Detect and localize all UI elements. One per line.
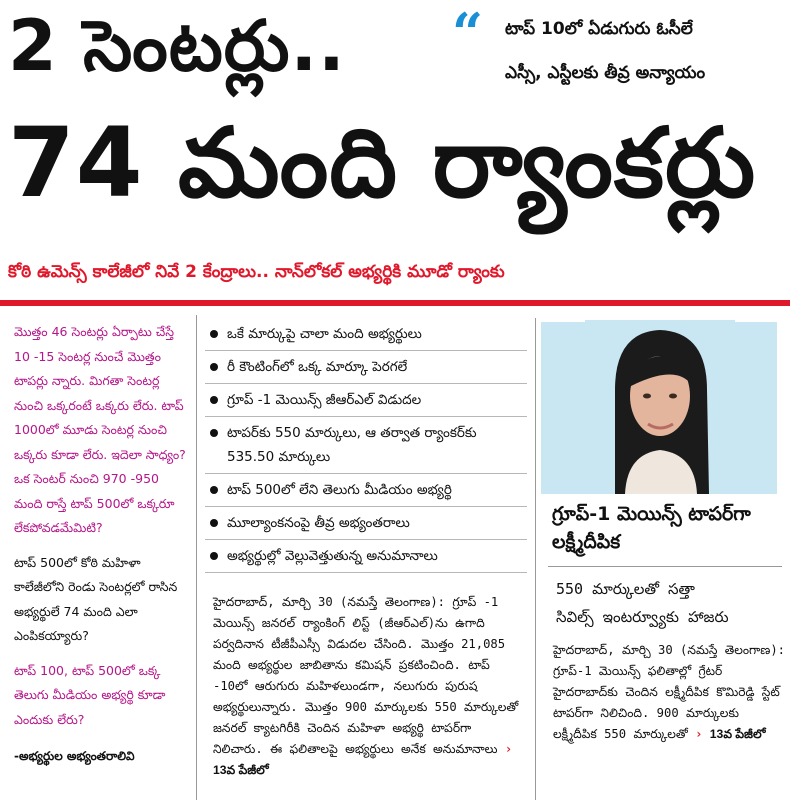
continued-page-link[interactable]: 13వ పేజీలో [709,727,766,741]
caption-divider [548,566,782,567]
headline-line-1: 2 సెంటర్లు.. [8,5,346,87]
highlight-item: రీ కౌంటింగ్‌లో ఒక్క మార్కూ పెరగలే [205,351,527,384]
highlight-item: మూల్యాంకనంపై తీవ్ర అభ్యంతరాలు [205,507,527,540]
jump-arrow-icon: › [504,742,513,756]
highlight-item: ఒకే మార్కుపై చాలా మంది అభ్యర్థులు [205,318,527,351]
profile-story [553,640,785,745]
headline-line-2: 74 మంది ర్యాంకర్లు [8,107,757,219]
profile-story-text: హైదరాబాద్, మార్చి 30 (నమస్తే తెలంగాణ): గ్రూప్-1 మెయిన్స్ ఫలితాల్లో గ్రేటర్ హైదరాబాద్‌కు చెందిన లక్ష్మీదీపిక కొమిరెడ్డి స్టేట్ టాపర్‌గా నిలిచింది. 900 మార్కులకు లక్ష్మీదీపిక 550 మార్కులతో [553,643,785,741]
profile-subhead-2: సివిల్స్ ఇంటర్వ్యూకు హాజరు [556,608,729,626]
quotation-mark-icon: “ [452,1,484,65]
photo-caption: గ్రూప్-1 మెయిన్స్ టాపర్‌గా లక్ష్మీదీపిక [552,503,751,553]
red-divider [0,300,790,306]
highlight-item: టాప్ 500లో లేని తెలుగు మీడియం అభ్యర్థి [205,474,527,507]
objection-paragraph-2: టాప్ 500లో కోఠి మహిళా కాలేజీలోని రెండు సెంటర్లలో రాసిన అభ్యర్థులే 74 మంది ఎలా ఎంపికయ్యారు? [14,554,178,643]
quote-line-1: టాప్ 10లో ఏడుగురు ఓసీలే [505,19,693,39]
objection-paragraph-3: టాప్ 100, టాప్ 500లో ఒక్క తెలుగు మీడియం అభ్యర్థి కూడా ఎందుకు లేరు? [14,662,166,727]
topper-portrait [585,320,735,494]
highlight-item: గ్రూప్ -1 మెయిన్స్ జీఆర్‌ఎల్ విడుదల [205,384,527,417]
main-story-text: హైదరాబాద్, మార్చి 30 (నమస్తే తెలంగాణ): గ్రూప్ -1 మెయిన్స్ జనరల్ ర్యాంకింగ్ లిస్ట్ (జీఆర్‌ఎల్)ను ఉగాది పర్వదినాన టీజీపీఎస్సీ విడుదల చేసింది. మొత్తం 21,085 మంది అభ్యర్థుల జాబితాను కమిషన్ ప్రకటించింది. టాప్ -10లో ఆరుగురు మహిళలుండగా, నలుగురు పురుష అభ్యర్థులున్నారు. మొత్తం 900 మార్కులకు 550 మార్కులతో జనరల్ క్యాటగిరీకి చెందిన మహిళా అభ్యర్థి టాపర్‌గా నిలిచారు. ఈ ఫలితాలపై అభ్యర్థులు అనేక అనుమానాలు [213,595,519,756]
profile-subhead-1: 550 మార్కులతో సత్తా [556,580,695,598]
continued-page-link[interactable]: 13వ పేజీలో [213,763,269,777]
highlight-item: అభ్యర్థుల్లో వెల్లువెత్తుతున్న అనుమానాలు [205,540,527,573]
column-divider [196,315,197,800]
jump-arrow-icon: › [695,727,703,741]
column-divider [535,318,536,800]
subheadline: కోఠి ఉమెన్స్ కాలేజీలో నివే 2 కేంద్రాలు.. నాన్‌లోకల్ అభ్యర్థికి మూడో ర్యాంకు [8,262,505,282]
main-story [213,592,523,781]
objections-sidebar [14,320,190,769]
highlights-list [205,318,527,573]
quote-line-2: ఎస్సీ, ఎస్టీలకు తీవ్ర అన్యాయం [505,63,706,83]
objection-paragraph-1: మొత్తం 46 సెంటర్లు ఏర్పాటు చేస్తే 10 -15 సెంటర్ల నుంచే మొత్తం టాపర్లు న్నారు. మిగతా సెంటర్ల నుంచి ఒక్కరంటే ఒక్కరు లేరు. టాప్ 1000లో మూడు సెంటర్ల నుంచి ఒక్కరు కూడా లేరు. ఇదెలా సాధ్యం? ఒక సెంటర్ నుంచి 970 -950 మంది రాస్తే టాప్ 500లో ఒక్కరూ లేకపోవడమేమిటి? [14,324,186,535]
highlight-item: టాపర్‌కు 550 మార్కులు, ఆ తర్వాత ర్యాంకర్‌కు 535.50 మార్కులు [205,417,527,474]
sidebar-signature: -అభ్యర్థుల అభ్యంతరాలివి [14,749,135,763]
